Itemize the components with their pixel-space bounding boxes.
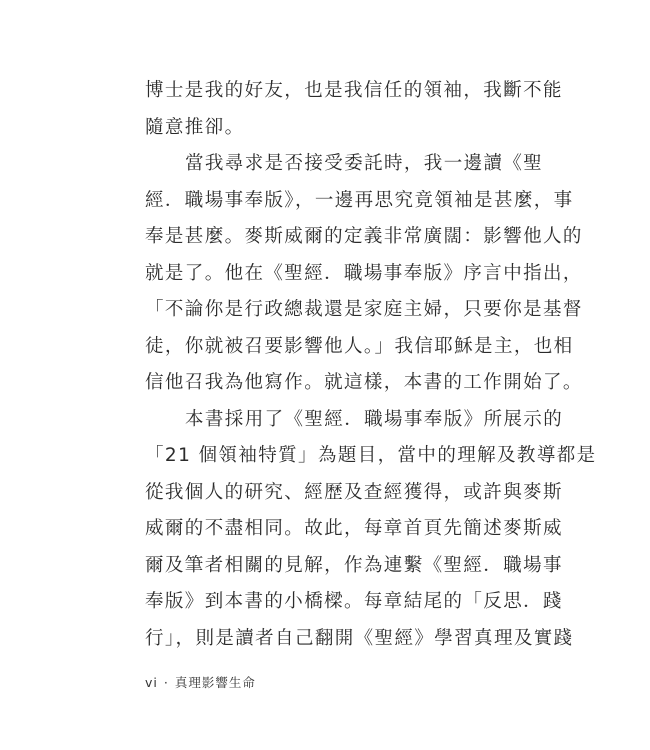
text-line: 從我個人的研究、經歷及查經獲得，或許與麥斯 bbox=[145, 481, 563, 503]
text-line: 「21 個領袖特質」為題目，當中的理解及教導都是 bbox=[145, 445, 597, 466]
text-line: 行」，則是讀者自己翻開《聖經》學習真理及實踐 bbox=[145, 627, 574, 649]
text-line: 威爾的不盡相同。故此，每章首頁先簡述麥斯威 bbox=[145, 518, 563, 539]
text-line: 「不論你是行政總裁還是家庭主婦，只要你是基督 bbox=[145, 299, 583, 320]
text-line: 信他召我為他寫作。就這樣，本書的工作開始了。 bbox=[145, 372, 583, 393]
paragraph-start-line: 當我尋求是否接受委託時，我一邊讀《聖 bbox=[185, 153, 544, 174]
body-text bbox=[145, 73, 597, 657]
text-line: 博士是我的好友，也是我信任的領袖，我斷不能 bbox=[145, 80, 563, 101]
book-title: 真理影響生命 bbox=[174, 675, 256, 690]
page-number: vi bbox=[145, 675, 158, 690]
text-line: 隨意推卻。 bbox=[145, 116, 245, 138]
text-line: 徒，你就被召要影響他人。」我信耶穌是主，也相 bbox=[145, 335, 574, 357]
text-line: 奉版》到本書的小橋樑。每章結尾的「反思．踐 bbox=[145, 591, 563, 612]
text-line: 經．職場事奉版》，一邊再思究竟領袖是甚麼，事 bbox=[145, 189, 574, 211]
footer-separator: · bbox=[163, 675, 169, 690]
page-footer bbox=[145, 673, 256, 691]
text-line: 爾及筆者相關的見解，作為連繫《聖經．職場事 bbox=[145, 554, 563, 576]
paragraph-start-line: 本書採用了《聖經．職場事奉版》所展示的 bbox=[185, 408, 564, 430]
text-line: 就是了。他在《聖經．職場事奉版》序言中指出， bbox=[145, 262, 583, 284]
text-line: 奉是甚麼。麥斯威爾的定義非常廣闊：影響他人的 bbox=[145, 226, 583, 247]
